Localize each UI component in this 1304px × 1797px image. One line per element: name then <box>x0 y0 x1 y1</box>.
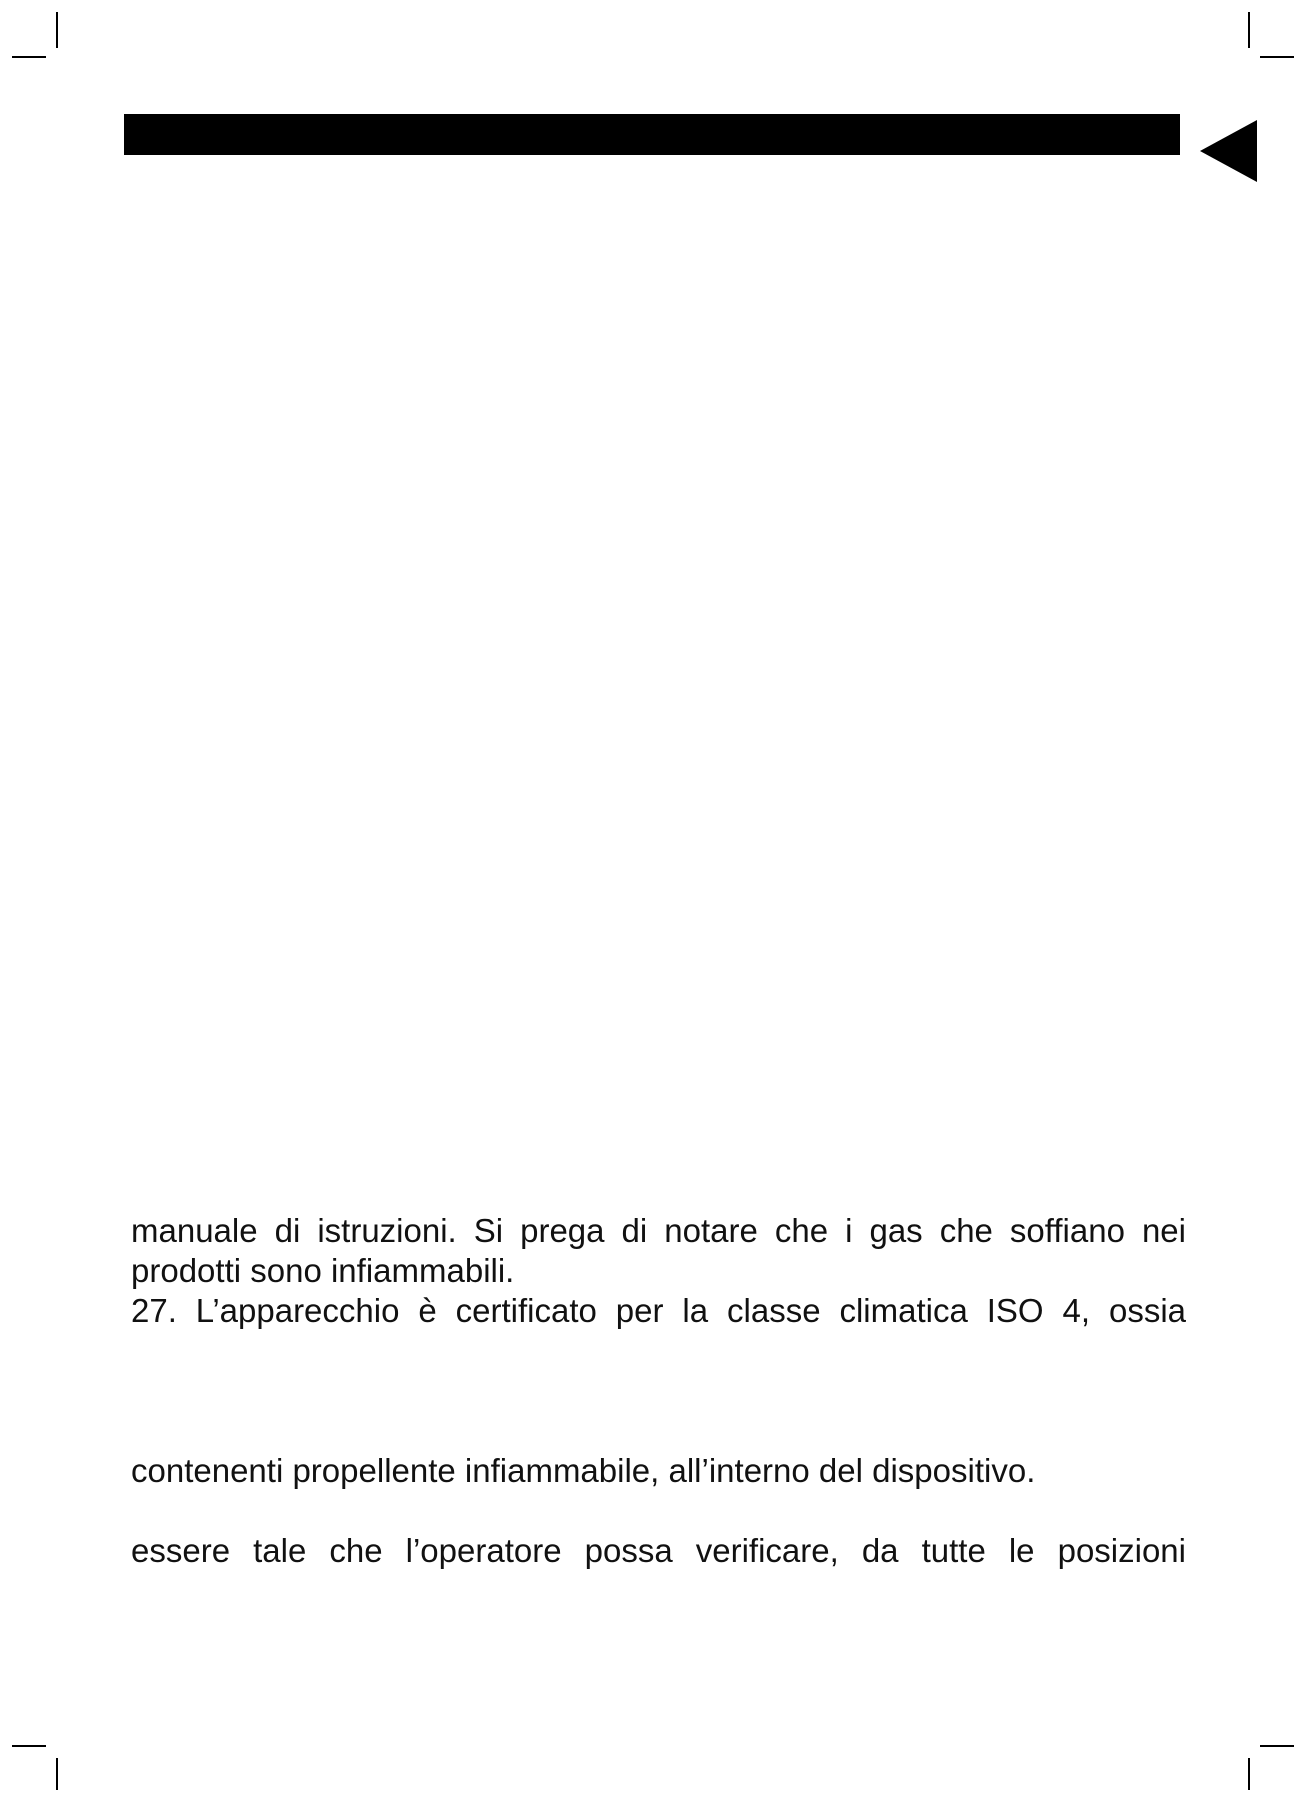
crop-mark-top-right-h <box>1260 56 1294 58</box>
paragraph-3-line-1: essere tale che l’operatore possa verificare, da tutte le posizioni <box>131 1532 1186 1569</box>
left-triangle-icon <box>1200 120 1257 182</box>
crop-mark-top-left-v <box>56 12 58 48</box>
crop-mark-bottom-left-v <box>56 1758 58 1790</box>
crop-mark-bottom-left-h <box>12 1745 46 1747</box>
crop-mark-bottom-right-h <box>1260 1745 1294 1747</box>
item-27-line-1: 27. L’apparecchio è certificato per la classe climatica ISO 4, ossia <box>131 1292 1186 1329</box>
paragraph-2-line-1: contenenti propellente infiammabile, all’interno del dispositivo. <box>131 1452 1036 1489</box>
paragraph-1-line-1: manuale di istruzioni. Si prega di notare che i gas che soffiano nei <box>131 1212 1186 1249</box>
crop-mark-top-right-v <box>1248 12 1250 48</box>
crop-mark-bottom-right-v <box>1248 1758 1250 1790</box>
paragraph-1-line-2: prodotti sono infiammabili. <box>131 1252 515 1289</box>
header-bar <box>124 114 1180 155</box>
crop-mark-top-left-h <box>12 56 46 58</box>
